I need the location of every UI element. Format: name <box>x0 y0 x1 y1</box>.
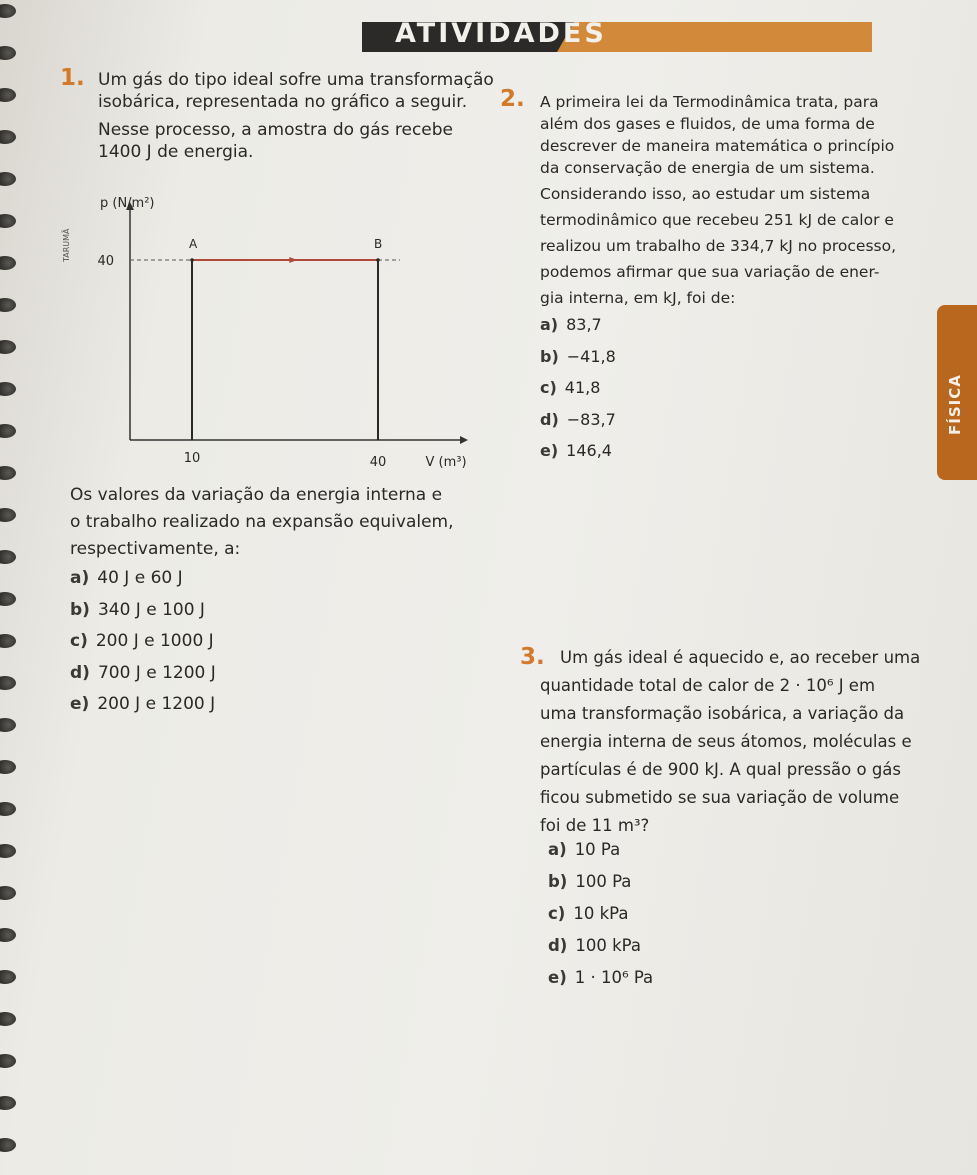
spiral-hole <box>0 592 16 606</box>
spiral-hole <box>0 802 16 816</box>
option-text: 200 J e 1000 J <box>95 631 214 651</box>
q1-question-line: respectivamente, a: <box>70 539 241 559</box>
option-text: 200 J e 1200 J <box>97 694 216 714</box>
spiral-hole <box>0 508 16 522</box>
option-text: 700 J e 1200 J <box>97 662 216 683</box>
q2-line: além dos gases e fluidos, de uma forma de <box>540 115 875 133</box>
option-letter: e) <box>70 694 90 714</box>
option-letter: b) <box>548 872 568 891</box>
q1-option[interactable] <box>70 694 215 714</box>
q2-line: podemos afirmar que sua variação de ener- <box>540 263 880 281</box>
q3-line: quantidade total de calor de 2 · 10⁶ J em <box>540 676 876 695</box>
page-title: ATIVIDADES <box>395 18 607 49</box>
subject-tab-label: FÍSICA <box>946 374 964 435</box>
option-text: 1 · 10⁶ Pa <box>574 968 654 987</box>
spiral-hole <box>0 424 16 438</box>
q2-line: Considerando isso, ao estudar um sistema <box>540 185 871 203</box>
q2-option[interactable] <box>540 315 602 335</box>
x-tick-label: 10 <box>183 451 201 466</box>
option-letter: a) <box>548 840 567 859</box>
q1-question-line: Os valores da variação da energia interna e <box>70 485 443 505</box>
spiral-binding <box>0 0 22 1175</box>
q3-line: energia interna de seus átomos, moléculas e <box>540 732 912 751</box>
spiral-hole <box>0 928 16 942</box>
option-letter: e) <box>548 968 567 987</box>
question-2-number: 2. <box>500 86 525 112</box>
option-text: 40 J e 60 J <box>97 568 183 588</box>
q2-option[interactable] <box>540 347 616 367</box>
spiral-hole <box>0 466 16 480</box>
option-letter: d) <box>540 409 559 429</box>
option-text: 146,4 <box>566 441 612 460</box>
vertical-credit: TARUMÃ <box>62 228 71 262</box>
q1-line: Um gás do tipo ideal sofre uma transformação <box>98 70 494 90</box>
q2-line: gia interna, em kJ, foi de: <box>540 289 736 307</box>
spiral-hole <box>0 214 16 228</box>
q3-line: foi de 11 m³? <box>540 816 650 835</box>
q2-option[interactable] <box>540 410 616 430</box>
spiral-hole <box>0 130 16 144</box>
q1-line: Nesse processo, a amostra do gás recebe <box>98 120 454 140</box>
q3-line: partículas é de 900 kJ. A qual pressão o gás <box>540 760 902 779</box>
q2-line: termodinâmico que recebeu 251 kJ de calor e <box>540 211 894 229</box>
question-3-number: 3. <box>520 644 545 670</box>
spiral-hole <box>0 340 16 354</box>
option-text: 10 Pa <box>574 840 621 859</box>
option-letter: b) <box>70 599 90 620</box>
option-text: 100 Pa <box>575 872 632 891</box>
option-letter: c) <box>548 904 566 923</box>
option-letter: a) <box>70 568 90 588</box>
q1-option[interactable] <box>70 600 205 620</box>
option-text: −41,8 <box>566 346 616 366</box>
option-letter: c) <box>70 631 88 651</box>
question-1-number: 1. <box>60 65 85 91</box>
spiral-hole <box>0 1054 16 1068</box>
option-letter: a) <box>540 315 559 334</box>
spiral-hole <box>0 760 16 774</box>
spiral-hole <box>0 634 16 648</box>
option-letter: d) <box>548 936 568 955</box>
q1-option[interactable] <box>70 663 216 683</box>
spiral-hole <box>0 4 16 18</box>
option-letter: d) <box>70 662 90 683</box>
y-axis-label: p (N/m²) <box>100 196 155 211</box>
option-text: 83,7 <box>566 315 602 334</box>
spiral-hole <box>0 1096 16 1110</box>
q2-line: descrever de maneira matemática o princípio <box>540 137 895 155</box>
q2-option[interactable] <box>540 378 600 398</box>
direction-arrow <box>289 257 297 263</box>
spiral-hole <box>0 88 16 102</box>
spiral-hole <box>0 298 16 312</box>
spiral-hole <box>0 46 16 60</box>
q1-line: 1400 J de energia. <box>98 142 254 162</box>
option-letter: e) <box>540 441 559 460</box>
option-letter: b) <box>540 346 559 366</box>
q3-line: Um gás ideal é aquecido e, ao receber uma <box>560 648 921 667</box>
spiral-hole <box>0 172 16 186</box>
q1-option[interactable] <box>70 568 183 588</box>
option-text: 41,8 <box>564 378 601 397</box>
q1-line: isobárica, representada no gráfico a seguir. <box>98 92 468 112</box>
q3-option[interactable] <box>548 872 631 892</box>
q1-question-line: o trabalho realizado na expansão equivalem, <box>70 512 454 532</box>
spiral-hole <box>0 676 16 690</box>
q3-option[interactable] <box>548 968 653 988</box>
q2-line: da conservação de energia de um sistema. <box>540 159 875 177</box>
spiral-hole <box>0 844 16 858</box>
spiral-hole <box>0 1138 16 1152</box>
option-text: 100 kPa <box>575 936 641 955</box>
subject-tab <box>937 305 977 480</box>
option-text: 10 kPa <box>573 904 629 923</box>
y-tick-label: 40 <box>97 254 114 269</box>
spiral-hole <box>0 718 16 732</box>
q3-option[interactable] <box>548 904 628 924</box>
spiral-hole <box>0 886 16 900</box>
pv-chart <box>80 190 470 470</box>
q2-option[interactable] <box>540 441 612 461</box>
spiral-hole <box>0 1012 16 1026</box>
x-axis-label: V (m³) <box>425 455 467 470</box>
spiral-hole <box>0 550 16 564</box>
point-label-a: A <box>189 237 198 251</box>
option-letter: c) <box>540 378 557 397</box>
q1-option[interactable] <box>70 631 214 651</box>
x-tick-label: 40 <box>369 455 387 470</box>
q3-option[interactable] <box>548 936 641 956</box>
point-label-b: B <box>374 237 383 251</box>
option-text: −83,7 <box>566 409 616 429</box>
q3-line: uma transformação isobárica, a variação da <box>540 704 905 723</box>
point-a <box>190 258 194 262</box>
q2-line: realizou um trabalho de 334,7 kJ no processo, <box>540 237 897 255</box>
point-b <box>376 258 380 262</box>
option-text: 340 J e 100 J <box>97 599 205 620</box>
spiral-hole <box>0 382 16 396</box>
x-axis-arrow <box>460 436 468 444</box>
q3-line: ficou submetido se sua variação de volume <box>540 788 900 807</box>
spiral-hole <box>0 970 16 984</box>
q2-line: A primeira lei da Termodinâmica trata, para <box>540 93 879 111</box>
spiral-hole <box>0 256 16 270</box>
q3-option[interactable] <box>548 840 620 860</box>
